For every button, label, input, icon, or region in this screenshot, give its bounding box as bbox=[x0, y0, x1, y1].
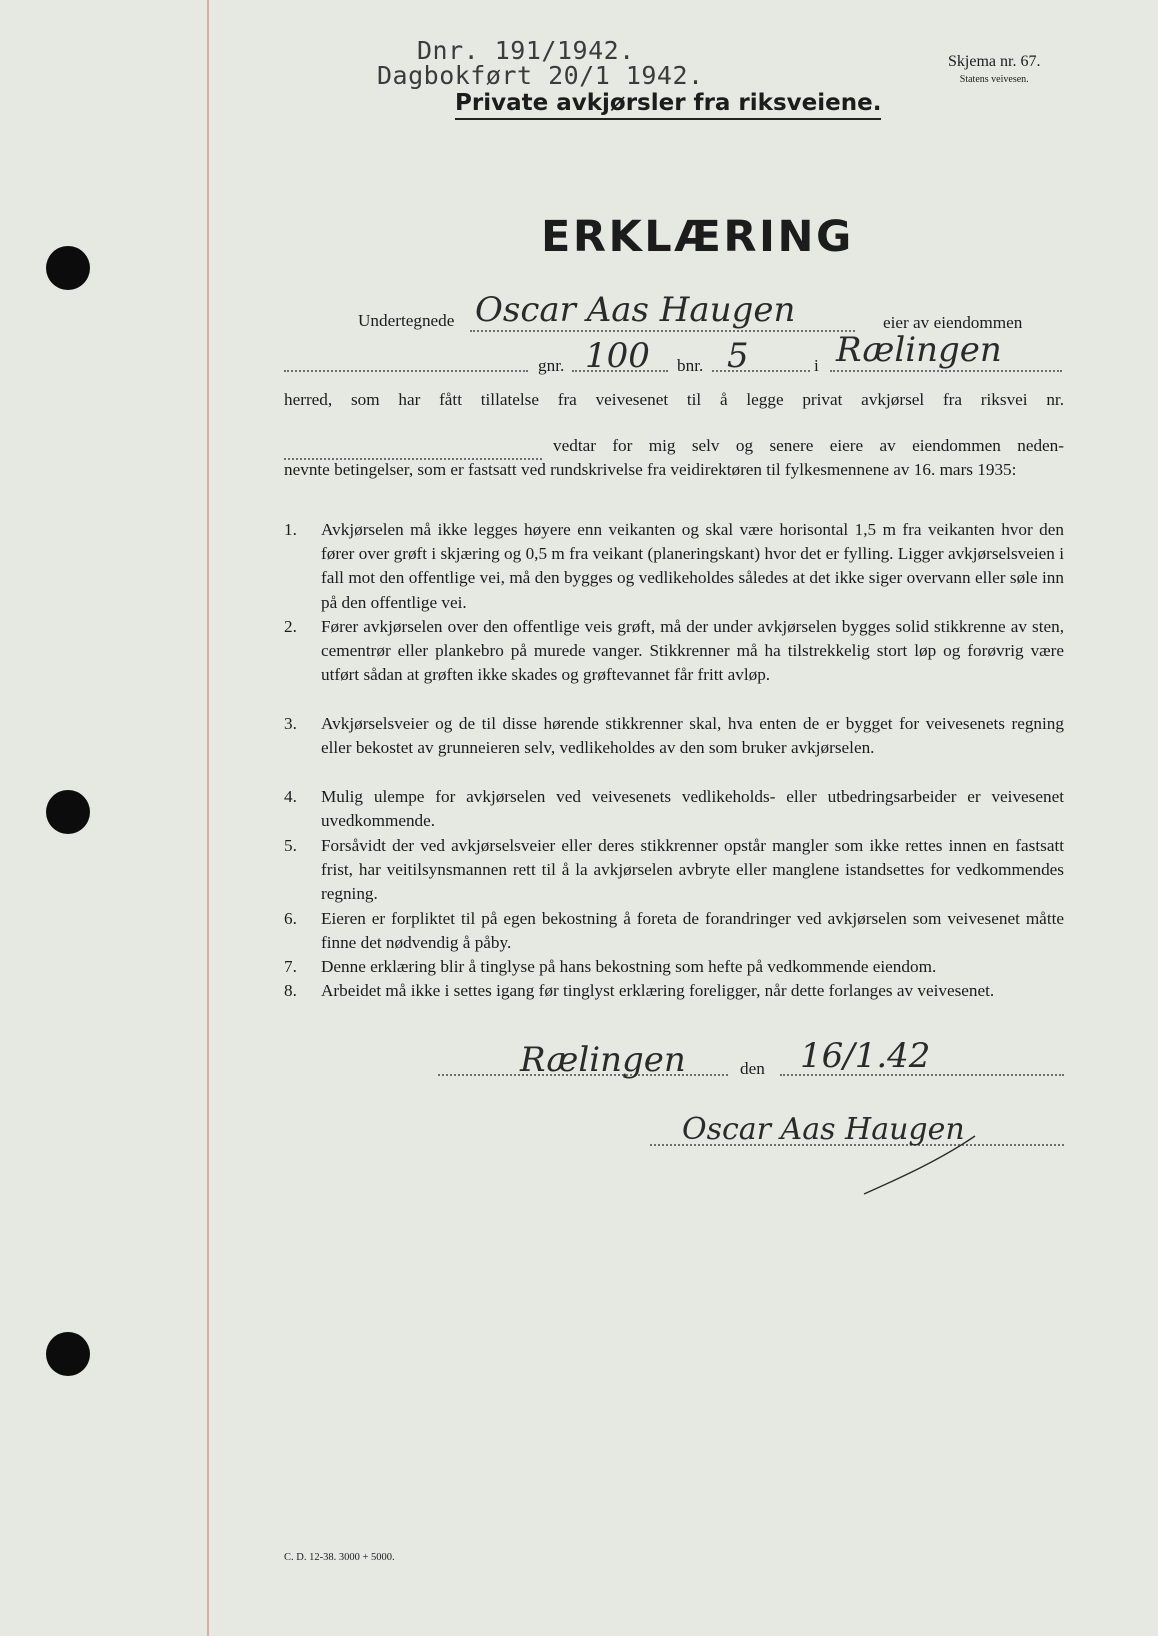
condition-text: Arbeidet må ikke i settes igang før tinglyst erklæring foreligger, når dette forlanges av veivesenet. bbox=[321, 981, 995, 1000]
condition-number: 3. bbox=[284, 714, 297, 733]
condition-number: 1. bbox=[284, 520, 297, 539]
vedtar-line: vedtar for mig selv og senere eiere av eiendommen neden- bbox=[553, 436, 1064, 455]
bnr-label: bnr. bbox=[677, 356, 704, 375]
signer-name-handwritten: Oscar Aas Haugen bbox=[475, 290, 796, 330]
condition-number: 8. bbox=[284, 981, 297, 1000]
condition-number: 2. bbox=[284, 617, 297, 636]
condition-number: 5. bbox=[284, 836, 297, 855]
municipality-handwritten: Rælingen bbox=[836, 330, 1002, 370]
schema-number: Skjema nr. 67. bbox=[948, 53, 1041, 70]
municipality-field-line bbox=[830, 370, 1062, 372]
condition-text: Avkjørselsveier og de til disse hørende stikkrenner skal, hva enten de er bygget for veivesenets regning eller bekostet av grunneieren selv, vedlikeholdes av den som bruker avkjørselen. bbox=[321, 714, 1064, 758]
condition-text: Mulig ulempe for avkjørselen ved veivesenets vedlikeholds- eller utbedringsarbeider er veivesenet uvedkommende. bbox=[321, 787, 1064, 831]
signature-flourish bbox=[860, 1130, 980, 1200]
punch-hole bbox=[46, 246, 90, 290]
condition-text: Avkjørselen må ikke legges høyere enn veikanten og skal være horisontal 1,5 m fra veikanten hvor den fører over grøft i skjæring og 0,5 m fra veikant (planeringskant) hvor det er fylling. Ligger avkjørselsveien i fall mot den offentlige vei, må den bygges og vedlikeholdes således at det ikke siger overvann eller søle inn på den offentlige vei. bbox=[321, 520, 1064, 612]
condition-text: Denne erklæring blir å tinglyse på hans bekostning som hefte på vedkommende eiendom. bbox=[321, 957, 937, 976]
condition-text: Forsåvidt der ved avkjørselsveier eller deres stikkrenner opstår mangler som ikke rettes innen en fastsatt frist, har veitilsynsmannen rett til å la avkjørselen avbryte eller manglene istandsettes for vedkommendes regning. bbox=[321, 836, 1064, 904]
condition-number: 7. bbox=[284, 957, 297, 976]
intro-paragraph: nevnte betingelser, som er fastsatt ved rundskrivelse fra veidirektøren til fylkesmennene av 16. mars 1935: bbox=[284, 460, 1017, 479]
condition-number: 4. bbox=[284, 787, 297, 806]
schema-issuer: Statens veivesen. bbox=[959, 74, 1029, 85]
stamp-dnr: Dnr. 191/1942. bbox=[417, 36, 635, 65]
condition-number: 6. bbox=[284, 909, 297, 928]
document-heading: ERKLÆRING bbox=[541, 212, 854, 262]
place-handwritten: Rælingen bbox=[520, 1040, 686, 1080]
name-field-line bbox=[470, 330, 855, 332]
gnr-label: gnr. bbox=[538, 356, 565, 375]
gnr-value: 100 bbox=[585, 336, 650, 376]
bnr-value: 5 bbox=[727, 336, 749, 376]
i-label: i bbox=[814, 356, 819, 375]
condition-text: Eieren er forpliktet til på egen bekostning å foreta de forandringer ved avkjørselen som veivesenet måtte finne det nødvendig å påby. bbox=[321, 909, 1064, 953]
signature-handwritten: Oscar Aas Haugen bbox=[682, 1112, 965, 1147]
eier-label: eier av eiendommen bbox=[883, 313, 1023, 332]
schema-label bbox=[948, 53, 1040, 89]
footer-print-code: C. D. 12-38. 3000 + 5000. bbox=[284, 1552, 395, 1563]
margin-line bbox=[207, 0, 209, 1636]
punch-hole bbox=[46, 1332, 90, 1376]
den-label: den bbox=[740, 1059, 765, 1078]
dotted-line bbox=[284, 370, 528, 372]
form-title: Private avkjørsler fra riksveiene. bbox=[455, 90, 881, 120]
undertegnede-label: Undertegnede bbox=[358, 311, 455, 330]
permission-line: herred, som har fått tillatelse fra veivesenet til å legge privat avkjørsel fra riksvei nr. bbox=[284, 390, 1064, 409]
condition-text: Fører avkjørselen over den offentlige veis grøft, må der under avkjørselen bygges solid stikkrenne av sten, cementrør eller plankebro på murede vanger. Stikkrenner må ha tilstrekkelig stort løp og forøvrig være utført sådan at grøften ikke skades og grøftevannet får fritt avløp. bbox=[321, 617, 1064, 685]
punch-hole bbox=[46, 790, 90, 834]
date-handwritten: 16/1.42 bbox=[800, 1036, 931, 1076]
stamp-dagbokfort: Dagbokført 20/1 1942. bbox=[377, 61, 704, 90]
